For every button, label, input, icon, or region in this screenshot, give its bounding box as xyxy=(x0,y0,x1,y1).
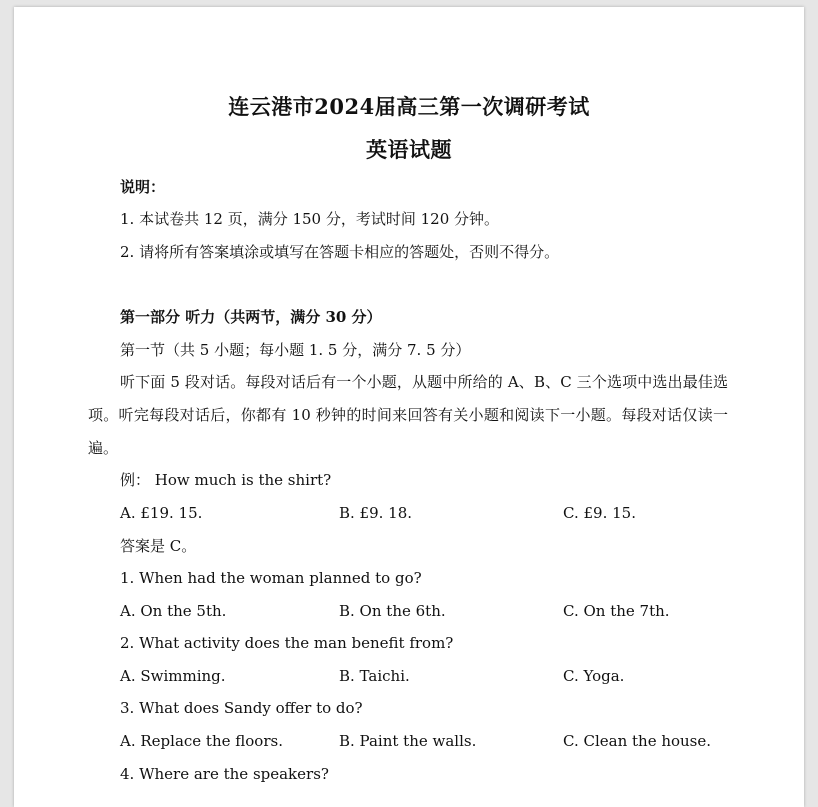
example-question: 例： How much is the shirt? xyxy=(120,471,332,489)
example-option-c: C. £9. 15. xyxy=(563,504,636,522)
question-2-option-c: C. Yoga. xyxy=(563,667,625,685)
section1-heading: 第一节（共 5 小题；每小题 1. 5 分，满分 7. 5 分） xyxy=(120,341,471,359)
instruction-item-2: 2. 请将所有答案填涂或填写在答题卡相应的答题处，否则不得分。 xyxy=(120,243,560,261)
instruction-item-1: 1. 本试卷共 12 页，满分 150 分，考试时间 120 分钟。 xyxy=(120,210,500,228)
example-option-a: A. £19. 15. xyxy=(120,504,203,522)
question-2: 2. What activity does the man benefit from? xyxy=(120,634,454,652)
question-2-option-b: B. Taichi. xyxy=(339,667,410,685)
exam-subtitle: 英语试题 xyxy=(366,137,452,162)
part1-heading: 第一部分 听力（共两节，满分 30 分） xyxy=(120,308,382,326)
example-answer: 答案是 C。 xyxy=(120,537,197,555)
question-1: 1. When had the woman planned to go? xyxy=(120,569,422,587)
question-1-option-b: B. On the 6th. xyxy=(339,602,446,620)
question-2-option-a: A. Swimming. xyxy=(120,667,226,685)
document-page xyxy=(14,7,804,807)
question-3-option-a: A. Replace the floors. xyxy=(120,732,283,750)
question-3-option-c: C. Clean the house. xyxy=(563,732,712,750)
question-3: 3. What does Sandy offer to do? xyxy=(120,699,363,717)
instructions-heading: 说明： xyxy=(120,178,166,196)
question-3-option-b: B. Paint the walls. xyxy=(339,732,477,750)
question-1-option-a: A. On the 5th. xyxy=(120,602,227,620)
listening-directions: 听下面 5 段对话。每段对话后有一个小题，从题中所给的 A、B、C 三个选项中选出最佳选项。听完每段对话后，你都有 10 秒钟的时间来回答有关小题和阅读下一小题。每段对话仅读一遍。 xyxy=(88,373,728,457)
question-4: 4. Where are the speakers? xyxy=(120,765,329,783)
exam-title: 连云港市2024届高三第一次调研考试 xyxy=(228,94,590,119)
question-1-option-c: C. On the 7th. xyxy=(563,602,670,620)
example-option-b: B. £9. 18. xyxy=(339,504,413,522)
